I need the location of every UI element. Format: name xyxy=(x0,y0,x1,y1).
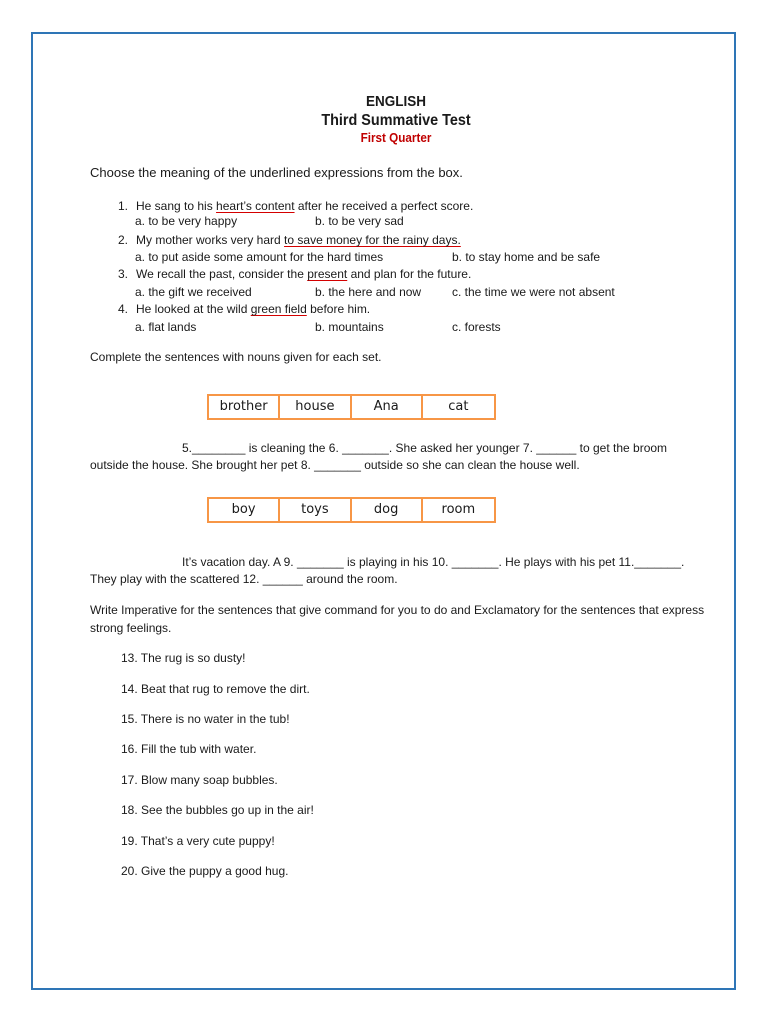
set1-sentence-line2: outside the house. She brought her pet 8. _______ outside so she can clean the house well. xyxy=(90,458,580,472)
question-4: 4. He looked at the wild green field before him. xyxy=(106,302,370,316)
question-1: 1. He sang to his heart’s content after he received a perfect score. xyxy=(106,199,473,213)
question-number: 1. xyxy=(117,199,128,213)
question-number: 2. xyxy=(117,233,128,247)
underlined-expression: present xyxy=(307,267,348,281)
list-item: 14. Beat that rug to remove the dirt. xyxy=(121,682,310,696)
word-cell: boy xyxy=(209,499,280,521)
word-box-set1 xyxy=(207,394,496,420)
list-item: 17. Blow many soap bubbles. xyxy=(121,773,278,787)
underlined-expression: to save money for the rainy days. xyxy=(284,233,461,247)
part2-instruction: Complete the sentences with nouns given for each set. xyxy=(90,350,382,364)
option-b: b. the here and now xyxy=(315,285,422,299)
option-b: b. mountains xyxy=(315,320,384,334)
list-item: 18. See the bubbles go up in the air! xyxy=(121,803,314,817)
word-cell: house xyxy=(280,396,351,418)
word-box-set2 xyxy=(207,497,496,523)
list-item: 16. Fill the tub with water. xyxy=(121,742,257,756)
underlined-expression: green field xyxy=(250,302,307,316)
option-a: a. to be very happy xyxy=(135,214,238,228)
option-b: b. to stay home and be safe xyxy=(452,250,601,264)
option-c: c. the time we were not absent xyxy=(452,285,615,299)
word-cell: cat xyxy=(448,399,469,414)
set2-sentence-line2: They play with the scattered 12. ______ around the room. xyxy=(90,572,398,586)
list-item: 20. Give the puppy a good hug. xyxy=(121,864,289,878)
word-cell: brother xyxy=(209,396,280,418)
underlined-expression: heart’s content xyxy=(216,199,295,213)
test-title: Third Summative Test xyxy=(321,112,471,129)
word-cell: room xyxy=(441,502,476,517)
option-b: b. to be very sad xyxy=(315,214,404,228)
option-c: c. forests xyxy=(452,320,501,334)
set2-sentence-line1: It’s vacation day. A 9. _______ is playing in his 10. _______. He plays with his pet 11._______. xyxy=(182,555,685,569)
part3-instruction-line2: strong feelings. xyxy=(90,621,172,635)
option-a: a. to put aside some amount for the hard times xyxy=(135,250,384,264)
list-item: 19. That’s a very cute puppy! xyxy=(121,834,275,848)
list-item: 13. The rug is so dusty! xyxy=(121,651,246,665)
question-number: 4. xyxy=(117,302,128,316)
quarter-label: First Quarter xyxy=(360,130,432,145)
part3-instruction-line1: Write Imperative for the sentences that give command for you to do and Exclamatory for the sentences that express xyxy=(90,603,705,617)
question-number: 3. xyxy=(117,267,128,281)
part1-instruction: Choose the meaning of the underlined expressions from the box. xyxy=(90,165,463,180)
document-header xyxy=(0,93,768,146)
option-a: a. the gift we received xyxy=(135,285,252,299)
list-item: 15. There is no water in the tub! xyxy=(121,712,290,726)
option-a: a. flat lands xyxy=(135,320,197,334)
question-2: 2. My mother works very hard to save money for the rainy days. xyxy=(106,233,461,247)
word-cell: toys xyxy=(280,499,351,521)
word-cell: dog xyxy=(352,499,423,521)
set1-sentence-line1: 5.________ is cleaning the 6. _______. She asked her younger 7. ______ to get the broom xyxy=(182,441,668,455)
question-3: 3. We recall the past, consider the present and plan for the future. xyxy=(106,267,471,281)
subject-title: ENGLISH xyxy=(365,93,427,110)
word-cell: Ana xyxy=(352,396,423,418)
